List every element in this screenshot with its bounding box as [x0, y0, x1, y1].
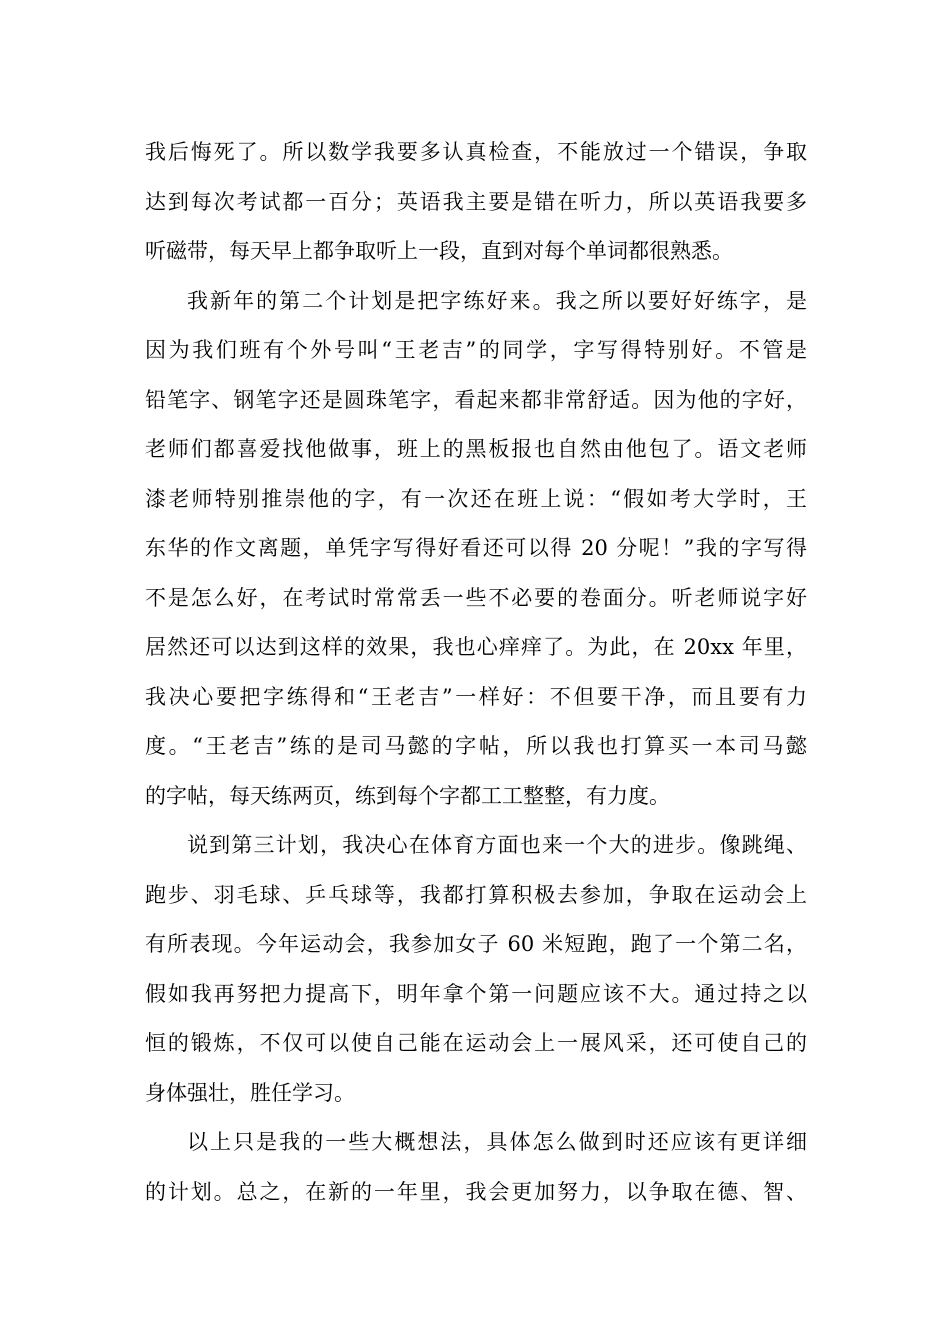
text-line: 因为我们班有个外号叫“王老吉”的同学，字写得特别好。不管是: [145, 338, 807, 362]
text-line: 跑步、羽毛球、乒乓球等，我都打算积极去参加，争取在运动会上: [145, 882, 807, 907]
text-line: 身体强壮，胜任学习。: [145, 1080, 355, 1105]
text-line: 我决心要把字练得和“王老吉”一样好：不但要干净，而且要有力: [145, 684, 807, 709]
text-line: 不是怎么好，在考试时常常丢一些不必要的卷面分。听老师说字好: [145, 585, 807, 610]
text-line: 东华的作文离题，单凭字写得好看还可以得 20 分呢！”我的字写得: [145, 536, 807, 560]
text-line: 的字帖，每天练两页，练到每个字都工工整整，有力度。: [145, 783, 670, 808]
text-line: 以上只是我的一些大概想法，具体怎么做到时还应该有更详细: [187, 1130, 807, 1154]
text-line: 听磁带，每天早上都争取听上一段，直到对每个单词都很熟悉。: [145, 239, 733, 263]
text-line: 居然还可以达到这样的效果，我也心痒痒了。为此，在 20xx 年里，: [145, 635, 807, 659]
text-line: 达到每次考试都一百分；英语我主要是错在听力，所以英语我要多: [145, 189, 807, 214]
paragraph-2: [145, 277, 807, 822]
paragraph-4: [145, 1118, 807, 1217]
text-line: 恒的锻炼，不仅可以使自己能在运动会上一展风采，还可使自己的: [145, 1031, 807, 1055]
document-body: [145, 128, 807, 1217]
text-line: 度。“王老吉”练的是司马懿的字帖，所以我也打算买一本司马懿: [145, 734, 807, 758]
paragraph-3: [145, 821, 807, 1118]
text-line: 有所表现。今年运动会，我参加女子 60 米短跑，跑了一个第二名，: [145, 932, 807, 956]
text-line: 假如我再努把力提高下，明年拿个第一问题应该不大。通过持之以: [145, 981, 807, 1006]
text-line: 漆老师特别推崇他的字，有一次还在班上说：“假如考大学时，王: [145, 486, 807, 511]
text-line: 说到第三计划，我决心在体育方面也来一个大的进步。像跳绳、: [187, 833, 807, 857]
text-line: 老师们都喜爱找他做事，班上的黑板报也自然由他包了。语文老师: [145, 437, 807, 461]
text-line: 的计划。总之，在新的一年里，我会更加努力，以争取在德、智、: [145, 1179, 807, 1204]
paragraph-1: [145, 128, 807, 277]
text-line: 我新年的第二个计划是把字练好来。我之所以要好好练字，是: [187, 288, 807, 313]
text-line: 铅笔字、钢笔字还是圆珠笔字，看起来都非常舒适。因为他的字好，: [145, 387, 807, 412]
text-line: 我后悔死了。所以数学我要多认真检查，不能放过一个错误，争取: [145, 140, 807, 164]
